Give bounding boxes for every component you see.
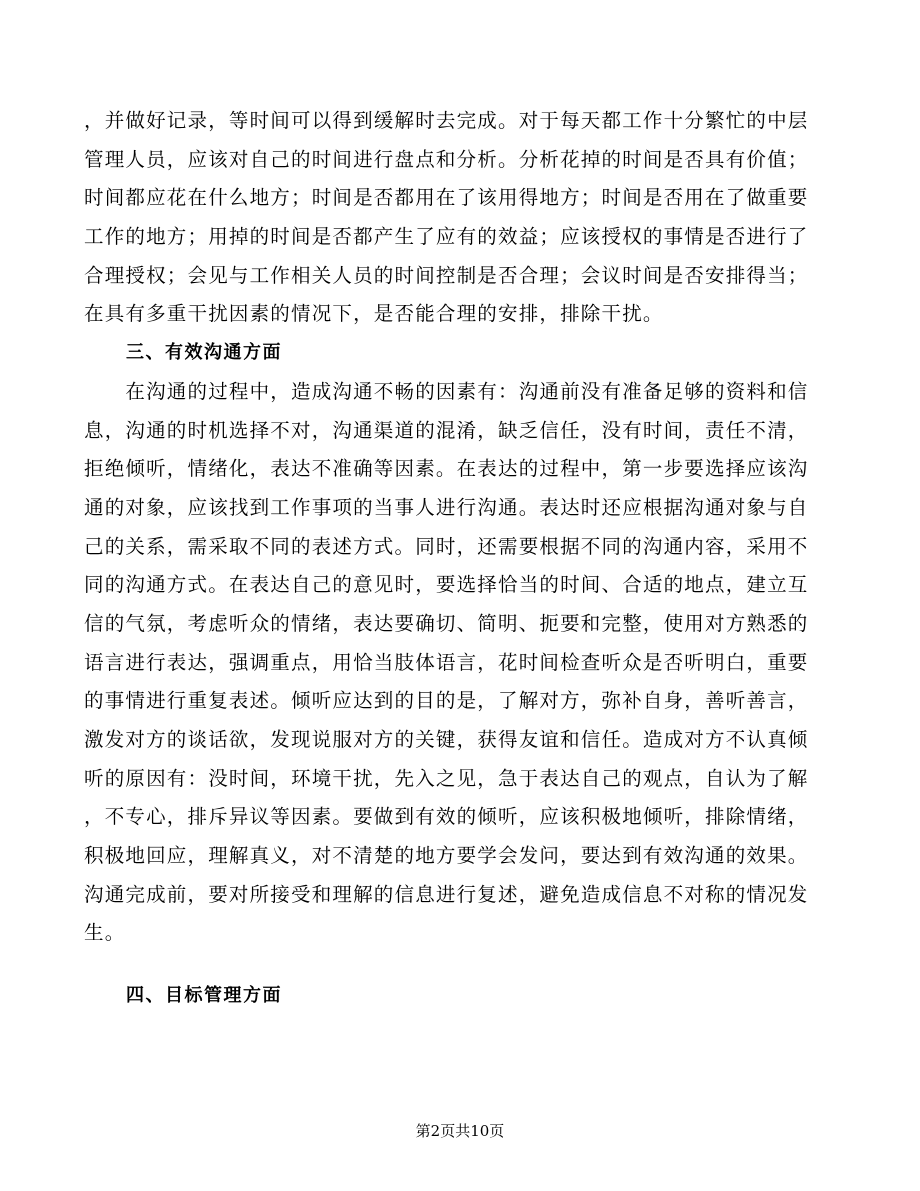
page-number: 第2页共10页 xyxy=(415,1122,505,1140)
text-line: 听的原因有：没时间，环境干扰，先入之见，急于表达自己的观点，自认为了解 xyxy=(84,766,809,790)
text-line: 管理人员，应该对自己的时间进行盘点和分析。分析花掉的时间是否具有价值； xyxy=(84,147,809,171)
text-line: 工作的地方；用掉的时间是否都产生了应有的效益；应该授权的事情是否进行了 xyxy=(84,225,809,249)
text-line: 合理授权；会见与工作相关人员的时间控制是否合理；会议时间是否安排得当； xyxy=(84,263,809,287)
text-line: 生。 xyxy=(84,921,126,945)
section-heading-communication: 三、有效沟通方面 xyxy=(126,342,282,364)
text-line: 同的沟通方式。在表达自己的意见时，要选择恰当的时间、合适的地点，建立互 xyxy=(84,573,809,597)
text-line: 拒绝倾听，情绪化，表达不准确等因素。在表达的过程中，第一步要选择应该沟 xyxy=(84,457,809,481)
text-line: 通的对象，应该找到工作事项的当事人进行沟通。表达时还应根据沟通对象与自 xyxy=(84,495,809,519)
paragraph-communication xyxy=(84,373,834,953)
text-line: 激发对方的谈话欲，发现说服对方的关键，获得友谊和信任。造成对方不认真倾 xyxy=(84,728,809,751)
text-line: 时间都应花在什么地方；时间是否都用在了该用得地方；时间是否用在了做重要 xyxy=(84,186,809,210)
text-line: 沟通完成前，要对所接受和理解的信息进行复述，避免造成信息不对称的情况发 xyxy=(84,882,809,906)
text-line: 在沟通的过程中，造成沟通不畅的因素有：沟通前没有准备足够的资料和信 xyxy=(84,379,809,403)
text-line: 在具有多重干扰因素的情况下，是否能合理的安排，排除干扰。 xyxy=(84,302,664,326)
text-line: 的事情进行重复表述。倾听应达到的目的是，了解对方，弥补自身，善听善言， xyxy=(84,689,809,713)
section-heading-goal-management: 四、目标管理方面 xyxy=(126,985,282,1007)
text-line: 积极地回应，理解真义，对不清楚的地方要学会发问，要达到有效沟通的效果。 xyxy=(84,844,809,868)
paragraph-time-management xyxy=(84,102,834,334)
document-body xyxy=(84,102,834,1016)
text-line: 己的关系，需采取不同的表述方式。同时，还需要根据不同的沟通内容，采用不 xyxy=(84,534,809,558)
text-line: ，不专心，排斥异议等因素。要做到有效的倾听，应该积极地倾听，排除情绪， xyxy=(84,805,809,829)
text-line: 信的气氛，考虑听众的情绪，表达要确切、简明、扼要和完整，使用对方熟悉的 xyxy=(84,611,809,635)
section-gap xyxy=(84,953,834,977)
text-line: 息，沟通的时机选择不对，沟通渠道的混淆，缺乏信任，没有时间，责任不清， xyxy=(84,418,809,442)
text-line: ，并做好记录，等时间可以得到缓解时去完成。对于每天都工作十分繁忙的中层 xyxy=(84,109,809,132)
text-line: 语言进行表达，强调重点，用恰当肢体语言，花时间检查听众是否听明白，重要 xyxy=(84,650,809,674)
